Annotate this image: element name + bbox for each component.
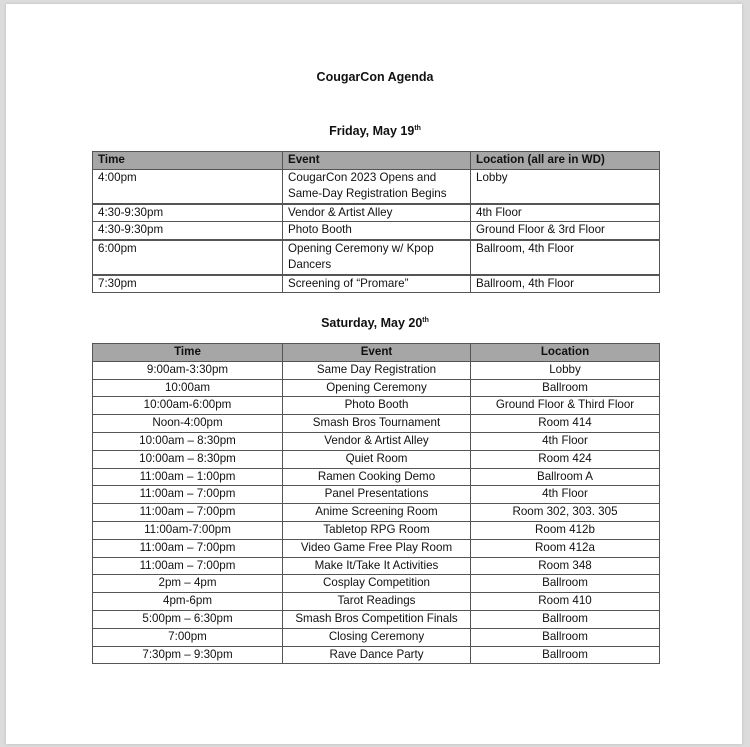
table-row xyxy=(93,539,660,557)
table-cell: 5:00pm – 6:30pm xyxy=(93,610,283,628)
table-row xyxy=(93,379,660,397)
table-row xyxy=(93,504,660,522)
table-cell: 4pm-6pm xyxy=(93,593,283,611)
table-cell: Same Day Registration xyxy=(283,361,471,379)
friday-heading-suffix: th xyxy=(414,124,421,132)
column-header: Time xyxy=(93,344,283,362)
table-cell: Ballroom xyxy=(471,610,660,628)
table-cell: Lobby xyxy=(471,361,660,379)
table-cell: Noon-4:00pm xyxy=(93,415,283,433)
table-row xyxy=(93,169,660,204)
friday-heading xyxy=(0,124,750,138)
table-cell: Opening Ceremony w/ Kpop Dancers xyxy=(283,240,471,275)
table-row xyxy=(93,521,660,539)
table-cell: Photo Booth xyxy=(283,222,471,240)
table-row xyxy=(93,468,660,486)
table-cell: Smash Bros Tournament xyxy=(283,415,471,433)
table-cell: 2pm – 4pm xyxy=(93,575,283,593)
table-cell: 4th Floor xyxy=(471,486,660,504)
table-cell: 11:00am – 7:00pm xyxy=(93,504,283,522)
table-row xyxy=(93,397,660,415)
page-title: CougarCon Agenda xyxy=(316,70,434,84)
table-cell: Rave Dance Party xyxy=(283,646,471,664)
table-cell: Anime Screening Room xyxy=(283,504,471,522)
table-cell: 10:00am – 8:30pm xyxy=(93,432,283,450)
column-header: Event xyxy=(283,344,471,362)
table-row xyxy=(93,557,660,575)
table-cell: Room 348 xyxy=(471,557,660,575)
table-cell: Room 412b xyxy=(471,521,660,539)
table-header-row xyxy=(93,344,660,362)
table-row xyxy=(93,361,660,379)
table-cell: Ballroom xyxy=(471,628,660,646)
table-row xyxy=(93,275,660,293)
table-cell: Opening Ceremony xyxy=(283,379,471,397)
table-cell: Make It/Take It Activities xyxy=(283,557,471,575)
table-cell: Ballroom xyxy=(471,575,660,593)
saturday-heading xyxy=(0,316,750,330)
table-cell: Ballroom, 4th Floor xyxy=(471,275,660,293)
table-cell: 11:00am-7:00pm xyxy=(93,521,283,539)
table-cell: Vendor & Artist Alley xyxy=(283,432,471,450)
table-cell: Screening of “Promare” xyxy=(283,275,471,293)
saturday-heading-text: Saturday, May 20 xyxy=(321,316,423,330)
table-cell: Vendor & Artist Alley xyxy=(283,204,471,222)
table-cell: Ground Floor & Third Floor xyxy=(471,397,660,415)
column-header: Location (all are in WD) xyxy=(471,152,660,170)
table-cell: 11:00am – 1:00pm xyxy=(93,468,283,486)
column-header: Time xyxy=(93,152,283,170)
table-cell: 7:30pm xyxy=(93,275,283,293)
table-header-row xyxy=(93,152,660,170)
table-cell: Cosplay Competition xyxy=(283,575,471,593)
table-cell: Tarot Readings xyxy=(283,593,471,611)
table-cell: Photo Booth xyxy=(283,397,471,415)
table-row xyxy=(93,575,660,593)
table-row xyxy=(93,610,660,628)
table-cell: 4:00pm xyxy=(93,169,283,204)
table-row xyxy=(93,486,660,504)
table-row xyxy=(93,415,660,433)
table-cell: Room 410 xyxy=(471,593,660,611)
table-cell: 4:30-9:30pm xyxy=(93,222,283,240)
table-cell: Ballroom xyxy=(471,379,660,397)
table-cell: Ramen Cooking Demo xyxy=(283,468,471,486)
table-cell: Room 414 xyxy=(471,415,660,433)
friday-schedule-table xyxy=(92,151,660,293)
column-header: Event xyxy=(283,152,471,170)
table-cell: 6:00pm xyxy=(93,240,283,275)
table-cell: 4th Floor xyxy=(471,432,660,450)
table-cell: 10:00am-6:00pm xyxy=(93,397,283,415)
friday-heading-text: Friday, May 19 xyxy=(329,124,415,138)
table-cell: 10:00am xyxy=(93,379,283,397)
table-cell: Tabletop RPG Room xyxy=(283,521,471,539)
table-cell: Quiet Room xyxy=(283,450,471,468)
table-cell: 4:30-9:30pm xyxy=(93,204,283,222)
table-cell: Ballroom xyxy=(471,646,660,664)
table-cell: Ballroom, 4th Floor xyxy=(471,240,660,275)
table-cell: Room 412a xyxy=(471,539,660,557)
table-cell: 9:00am-3:30pm xyxy=(93,361,283,379)
table-cell: Lobby xyxy=(471,169,660,204)
table-row xyxy=(93,628,660,646)
table-cell: 11:00am – 7:00pm xyxy=(93,486,283,504)
table-cell: Closing Ceremony xyxy=(283,628,471,646)
table-row xyxy=(93,646,660,664)
table-cell: Room 424 xyxy=(471,450,660,468)
column-header: Location xyxy=(471,344,660,362)
saturday-heading-suffix: th xyxy=(422,316,429,324)
table-cell: Panel Presentations xyxy=(283,486,471,504)
table-cell: 7:30pm – 9:30pm xyxy=(93,646,283,664)
table-row xyxy=(93,240,660,275)
table-cell: 7:00pm xyxy=(93,628,283,646)
table-cell: Ground Floor & 3rd Floor xyxy=(471,222,660,240)
table-cell: 10:00am – 8:30pm xyxy=(93,450,283,468)
table-row xyxy=(93,222,660,240)
table-row xyxy=(93,204,660,222)
table-cell: 4th Floor xyxy=(471,204,660,222)
table-cell: 11:00am – 7:00pm xyxy=(93,539,283,557)
table-cell: Room 302, 303. 305 xyxy=(471,504,660,522)
saturday-schedule-table xyxy=(92,343,660,664)
table-row xyxy=(93,593,660,611)
table-cell: Smash Bros Competition Finals xyxy=(283,610,471,628)
table-cell: Ballroom A xyxy=(471,468,660,486)
table-row xyxy=(93,432,660,450)
table-cell: Video Game Free Play Room xyxy=(283,539,471,557)
table-cell: 11:00am – 7:00pm xyxy=(93,557,283,575)
table-row xyxy=(93,450,660,468)
table-cell: CougarCon 2023 Opens and Same-Day Registration Begins xyxy=(283,169,471,204)
